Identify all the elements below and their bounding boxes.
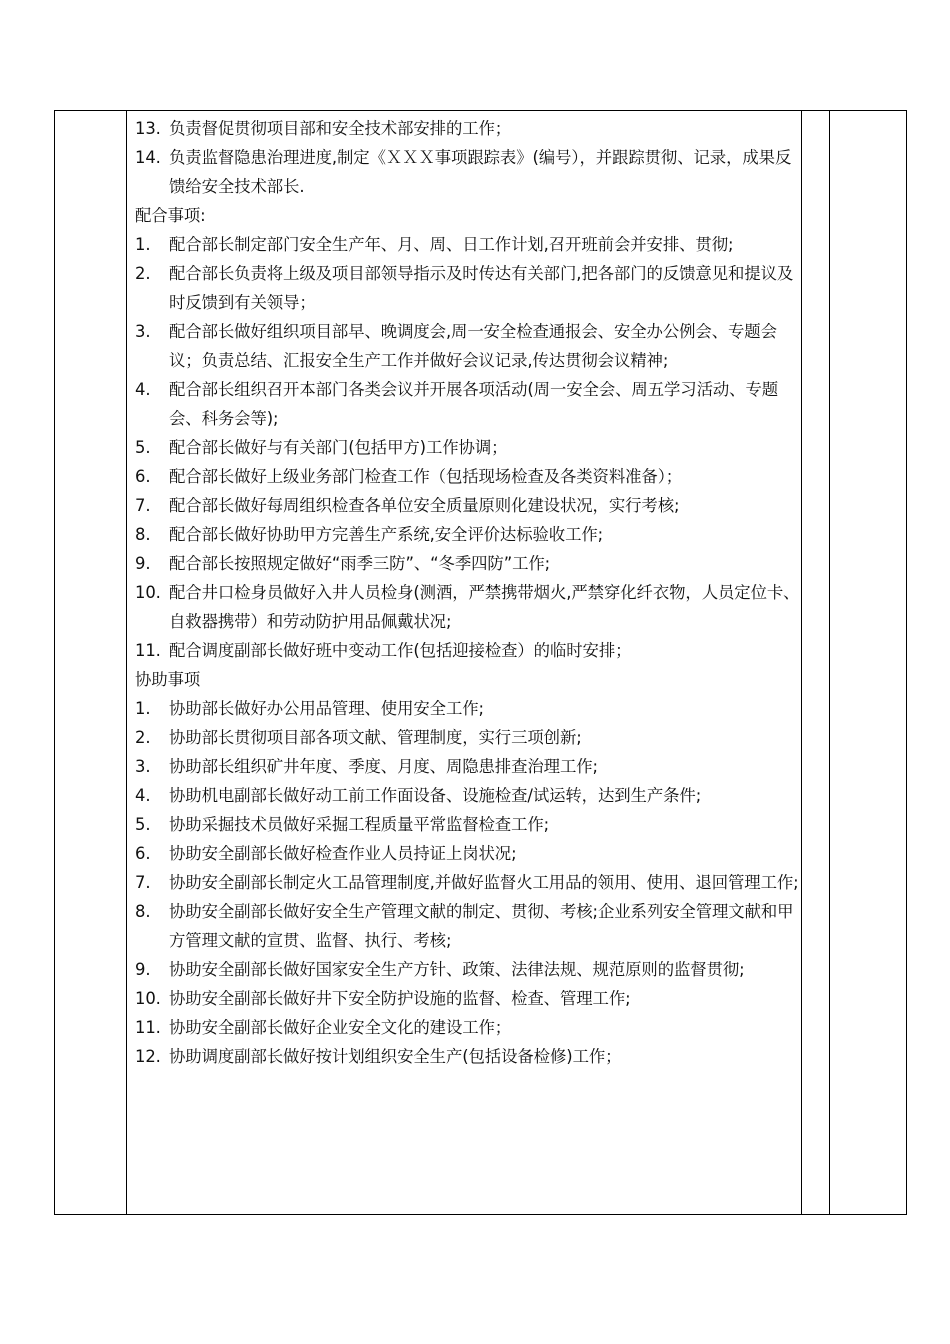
list-item-number: 1. [135,699,151,718]
list-item-text: 配合井口检身员做好入井人员检身(测酒，严禁携带烟火,严禁穿化纤衣物，人员定位卡、自救器携带）和劳动防护用品佩戴状况; [169,583,800,631]
list-item [135,984,803,1013]
list-item-text: 协助安全副部长做好井下安全防护设施的监督、检查、管理工作; [169,989,631,1008]
list-item-text: 协助部长贯彻项目部各项文献、管理制度，实行三项创新; [169,728,582,747]
list-item-text: 协助安全副部长做好安全生产管理文献的制定、贯彻、考核;企业系列安全管理文献和甲方管理文献的宣贯、监督、执行、考核; [169,902,794,950]
list-item-number: 11. [135,641,161,660]
list-item-text: 配合调度副部长做好班中变动工作(包括迎接检查）的临时安排； [169,641,632,660]
section-heading: 协助事项 [135,670,201,689]
list-item-text: 负责督促贯彻项目部和安全技术部安排的工作； [169,119,512,138]
list-item-number: 6. [135,844,151,863]
list-item-number: 12. [135,1047,161,1066]
list-item [135,1042,803,1071]
list-item-number: 9. [135,960,151,979]
list-item-text: 协助安全副部长做好企业安全文化的建设工作； [169,1018,512,1037]
list-item [135,549,803,578]
list-item-number: 3. [135,322,151,341]
list-item-text: 协助机电副部长做好动工前工作面设备、设施检查/试运转，达到生产条件; [169,786,702,805]
list-item [135,317,803,375]
list-item [135,897,803,955]
list-item-number: 8. [135,525,151,544]
list-item [135,462,803,491]
list-item [135,259,803,317]
list-item-text: 协助安全副部长制定火工品管理制度,并做好监督火工用品的领用、使用、退回管理工作; [169,873,799,892]
list-item-number: 5. [135,438,151,457]
list-item [135,752,803,781]
list-item [135,723,803,752]
list-item [135,810,803,839]
column-divider [126,111,127,1214]
list-item [135,636,803,665]
list-item-number: 4. [135,786,151,805]
list-item-text: 协助部长做好办公用品管理、使用安全工作; [169,699,484,718]
list-item-number: 8. [135,902,151,921]
list-item-number: 1. [135,235,151,254]
duties-cell [135,114,803,1071]
list-item [135,868,803,897]
list-item [135,143,803,201]
list-item-text: 配合部长做好组织项目部早、晚调度会,周一安全检查通报会、安全办公例会、专题会议；负责总结、汇报安全生产工作并做好会议记录,传达贯彻会议精神; [169,322,777,370]
list-item [135,491,803,520]
list-item-text: 配合部长负责将上级及项目部领导指示及时传达有关部门,把各部门的反馈意见和提议及时反馈到有关领导； [169,264,794,312]
section-heading: 配合事项: [135,206,206,225]
list-item-number: 9. [135,554,151,573]
list-item-text: 协助采掘技术员做好采掘工程质量平常监督检查工作; [169,815,550,834]
list-item-text: 配合部长做好与有关部门(包括甲方)工作协调； [169,438,508,457]
list-item-text: 协助安全副部长做好国家安全生产方针、政策、法律法规、规范原则的监督贯彻; [169,960,745,979]
list-item-number: 3. [135,757,151,776]
list-item-text: 协助安全副部长做好检查作业人员持证上岗状况; [169,844,517,863]
list-item [135,839,803,868]
list-item-number: 14. [135,148,161,167]
list-item-text: 配合部长按照规定做好“雨季三防”、“冬季四防”工作; [169,554,551,573]
list-item-number: 2. [135,728,151,747]
list-item-number: 10. [135,989,161,1008]
list-item [135,114,803,143]
list-item-text: 协助调度副部长做好按计划组织安全生产(包括设备检修)工作； [169,1047,622,1066]
list-item-number: 13. [135,119,161,138]
list-item [135,578,803,636]
list-item [135,955,803,984]
list-item-number: 2. [135,264,151,283]
list-item [135,375,803,433]
column-divider [829,111,830,1214]
list-item-text: 负责监督隐患治理进度,制定《ＸＸＸ事项跟踪表》(编号），并跟踪贯彻、记录，成果反馈给安全技术部长. [169,148,792,196]
list-item-text: 协助部长组织矿井年度、季度、月度、周隐患排查治理工作; [169,757,598,776]
list-item-number: 6. [135,467,151,486]
list-item-number: 7. [135,873,151,892]
list-item-text: 配合部长做好上级业务部门检查工作（包括现场检查及各类资料准备）； [169,467,683,486]
list-item-number: 5. [135,815,151,834]
list-item-text: 配合部长组织召开本部门各类会议并开展各项活动(周一安全会、周五学习活动、专题会、科务会等); [169,380,779,428]
list-item-number: 11. [135,1018,161,1037]
list-item [135,520,803,549]
list-item-text: 配合部长做好协助甲方完善生产系统,安全评价达标验收工作; [169,525,604,544]
list-item [135,781,803,810]
list-item-number: 7. [135,496,151,515]
list-item-text: 配合部长做好每周组织检查各单位安全质量原则化建设状况，实行考核; [169,496,680,515]
list-item-number: 10. [135,583,161,602]
list-item [135,1013,803,1042]
document-table [54,110,907,1215]
list-item [135,694,803,723]
list-item [135,230,803,259]
list-item-text: 配合部长制定部门安全生产年、月、周、日工作计划,召开班前会并安排、贯彻; [169,235,734,254]
list-item [135,433,803,462]
list-item-number: 4. [135,380,151,399]
